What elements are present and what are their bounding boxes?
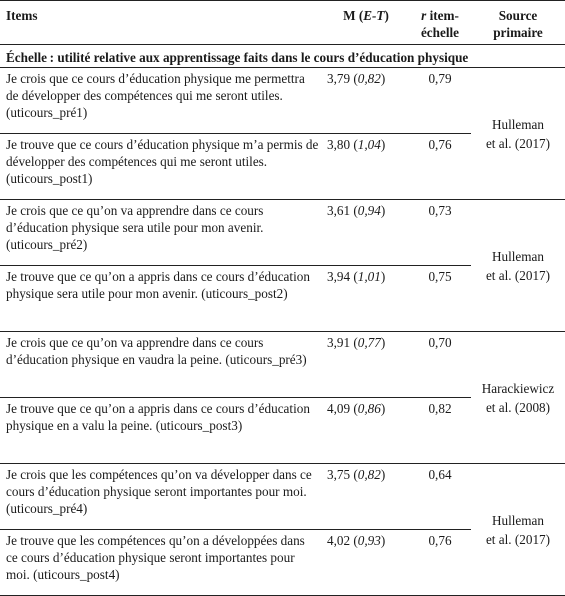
source-cell: Hulleman et al. (2017) (471, 464, 565, 596)
item-text: Je trouve que les compétences qu’on a développées dans ce cours d’éducation physique seront importantes pour moi. (uticours_post4) (0, 530, 323, 596)
r-value: 0,76 (409, 530, 471, 596)
r-value: 0,82 (409, 398, 471, 464)
mean-value: 3,80 (1,04) (323, 134, 409, 200)
header-mean: M (E-T) (323, 1, 409, 45)
table-header-row (0, 1, 565, 45)
item-text: Je trouve que ce qu’on a appris dans ce cours d’éducation physique en a valu la peine. (uticours_post3) (0, 398, 323, 464)
mean-value: 3,91 (0,77) (323, 332, 409, 398)
r-value: 0,64 (409, 464, 471, 530)
item-text: Je crois que ce qu’on va apprendre dans ce cours d’éducation physique sera utile pour mon avenir. (uticours_pré2) (0, 200, 323, 266)
item-text: Je trouve que ce cours d’éducation physique m’a permis de développer des compétences qui me seront utiles. (uticours_post1) (0, 134, 323, 200)
r-value: 0,70 (409, 332, 471, 398)
r-value: 0,73 (409, 200, 471, 266)
mean-value: 4,02 (0,93) (323, 530, 409, 596)
r-value: 0,76 (409, 134, 471, 200)
mean-value: 3,94 (1,01) (323, 266, 409, 332)
table-row (0, 332, 565, 398)
r-value: 0,79 (409, 68, 471, 134)
table-row (0, 200, 565, 266)
table-row (0, 464, 565, 530)
section-row (0, 45, 565, 68)
r-value: 0,75 (409, 266, 471, 332)
mean-value: 3,79 (0,82) (323, 68, 409, 134)
item-text: Je trouve que ce qu’on a appris dans ce cours d’éducation physique sera utile pour mon avenir. (uticours_post2) (0, 266, 323, 332)
header-items: Items (0, 1, 323, 45)
mean-value: 4,09 (0,86) (323, 398, 409, 464)
source-cell: Hulleman et al. (2017) (471, 68, 565, 200)
table-row (0, 68, 565, 134)
item-text: Je crois que les compétences qu’on va développer dans ce cours d’éducation physique seront importantes pour moi. (uticours_pré4) (0, 464, 323, 530)
header-source: Source primaire (471, 1, 565, 45)
item-text: Je crois que ce cours d’éducation physique me permettra de développer des compétences qui me seront utiles. (uticours_pré1) (0, 68, 323, 134)
section-title: Échelle : utilité relative aux apprentissage faits dans le cours d’éducation physique (0, 45, 565, 68)
source-cell: Harackiewicz et al. (2008) (471, 332, 565, 464)
mean-value: 3,61 (0,94) (323, 200, 409, 266)
source-cell: Hulleman et al. (2017) (471, 200, 565, 332)
header-r-item-scale: r item- échelle (409, 1, 471, 45)
item-text: Je crois que ce qu’on va apprendre dans ce cours d’éducation physique en vaudra la peine. (uticours_pré3) (0, 332, 323, 398)
mean-value: 3,75 (0,82) (323, 464, 409, 530)
